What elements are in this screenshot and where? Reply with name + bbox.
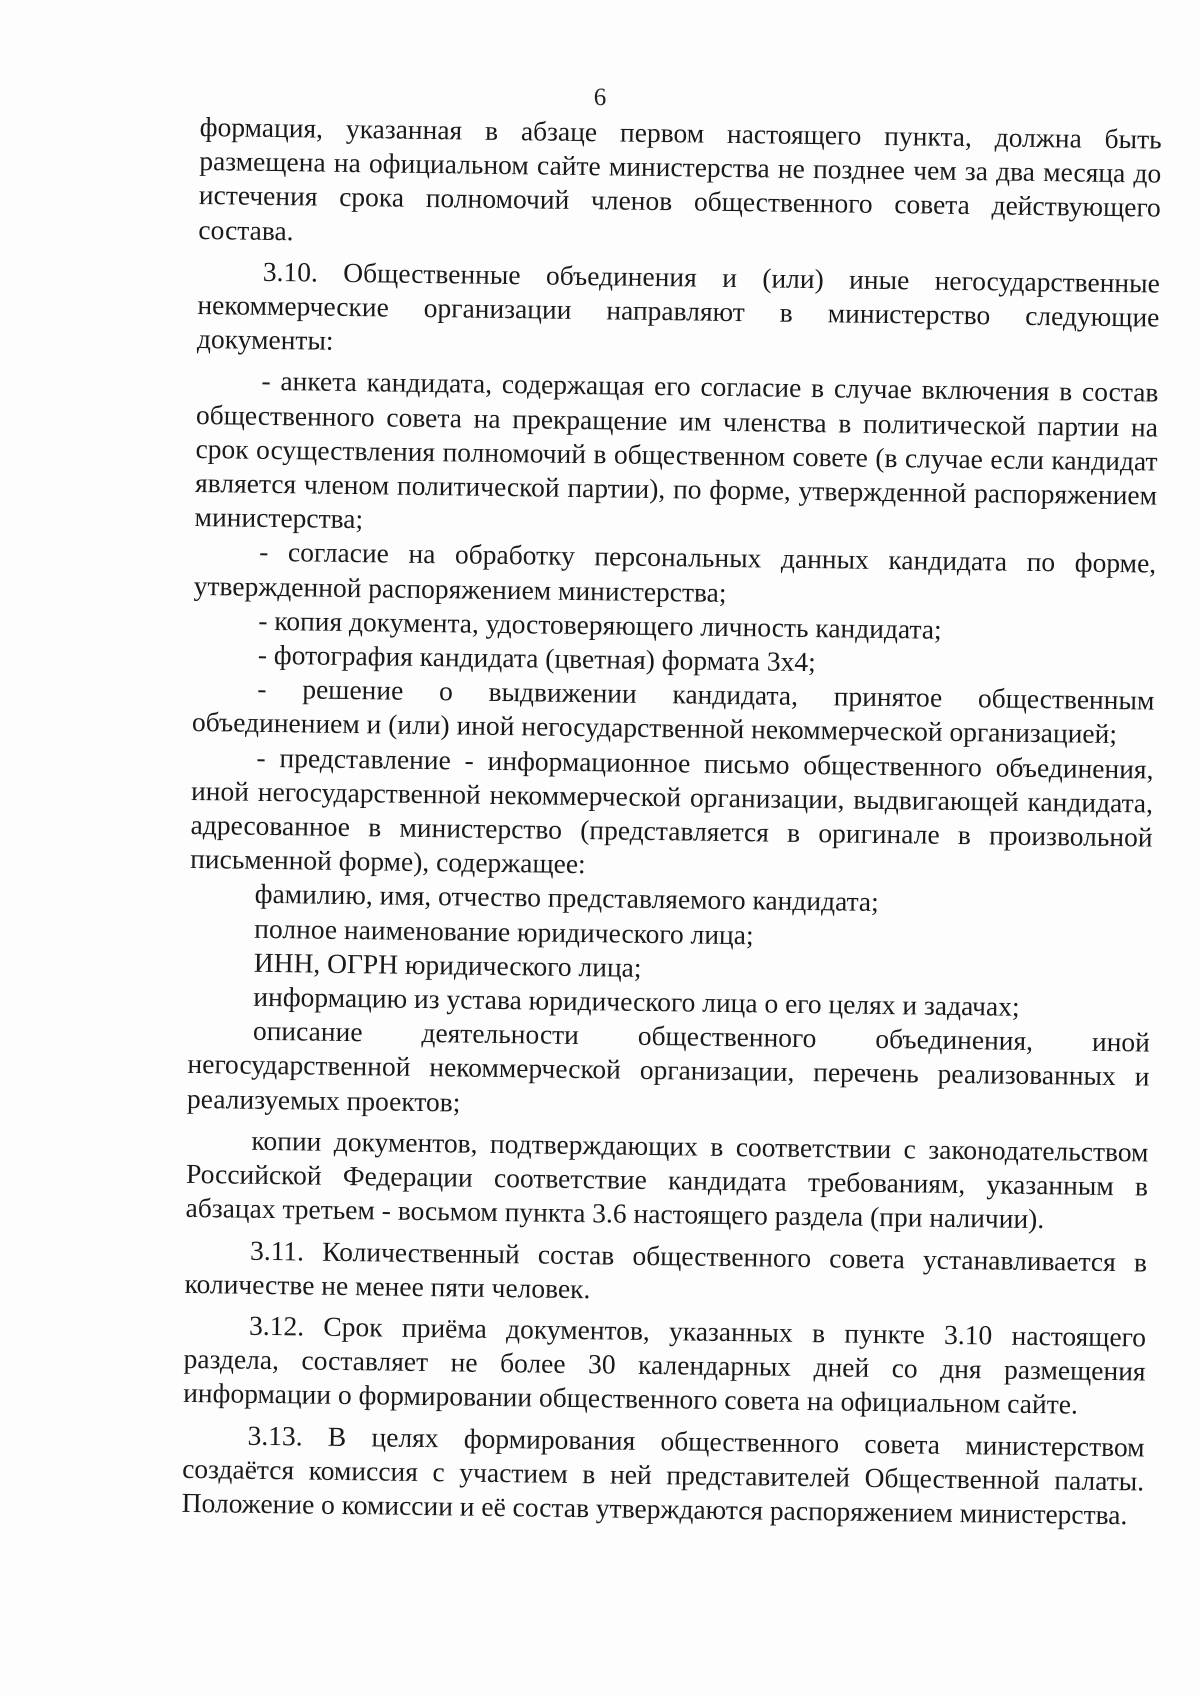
sub-item-activity-description: описание деятельности общественного объединения, иной негосударственной некоммерческой организации, перечень реализованных и реализуемых проектов; [186,1015,1151,1118]
list-item-representation-letter: - представление - информационное письмо общественного объединения, иной негосударственной некоммерческой организации, выдвигающей кандидата, адресованное в министерство (представляется в оригинале в произвольной письменной форме), содержащее: [189,741,1154,880]
list-item-nomination-decision: - решение о выдвижении кандидата, принятое общественным объединением и (или) иной негосударственной некоммерческой организацией; [191,673,1155,750]
paragraph-3-13: 3.13. В целях формирования общественного совета министерством создаётся комиссия с участием в ней представителей Общественной палаты. Положение о комиссии и её состав утверждаются распоряжением министерства. [181,1419,1145,1531]
sub-item-legal-name: полное наименование юридического лица; [254,912,754,950]
sub-item-inn-ogrn: ИНН, ОГРН юридического лица; [253,946,642,983]
paragraph-3-10: 3.10. Общественные объединения и (или) иные негосударственные некоммерческие организации направляют в министерство следующие документы: [196,255,1161,356]
sub-item-charter-info: информацию из устава юридического лица о его целях и задачах; [253,980,1020,1022]
paragraph-3-12: 3.12. Срок приёма документов, указанных в пункте 3.10 настоящего раздела, составляет не более 30 календарных дней со дня размещения информации о формировании общественного совета на официальном сайте. [183,1309,1147,1420]
paragraph-3-11: 3.11. Количественный состав общественного совета устанавливается в количестве не менее пяти человек. [184,1234,1148,1304]
document-body [182,110,1162,1533]
list-item-questionnaire: - анкета кандидата, содержащая его согласие в случае включения в состав общественного совета на прекращение им членства в политической партии на срок осуществления полномочий в общественном совете (в случае если кандидат является членом политической партии), по форме, утвержденной распоряжением министерства; [194,365,1159,535]
sub-item-full-name: фамилию, имя, отчество представляемого кандидата; [254,878,879,918]
page-number: 6 [593,84,607,111]
list-item-consent: - согласие на обработку персональных данных кандидата по форме, утвержденной распоряжением министерства; [193,536,1157,608]
list-item-photo: - фотография кандидата (цветная) формата 3х4; [257,638,816,678]
sub-item-document-copies: копии документов, подтверждающих в соответствии с законодательством Российской Федерации соответствие кандидата требованиям, указанным в абзацах третьем - восьмом пункта 3.6 настоящего раздела (при наличии). [185,1124,1149,1235]
paragraph-continuation: формация, указанная в абзаце первом настоящего пункта, должна быть размещена на официальном сайте министерства не позднее чем за два месяца до истечения срока полномочий членов общественного совета действующего состава. [198,110,1162,246]
list-item-id-copy: - копия документа, удостоверяющего личность кандидата; [258,604,942,645]
